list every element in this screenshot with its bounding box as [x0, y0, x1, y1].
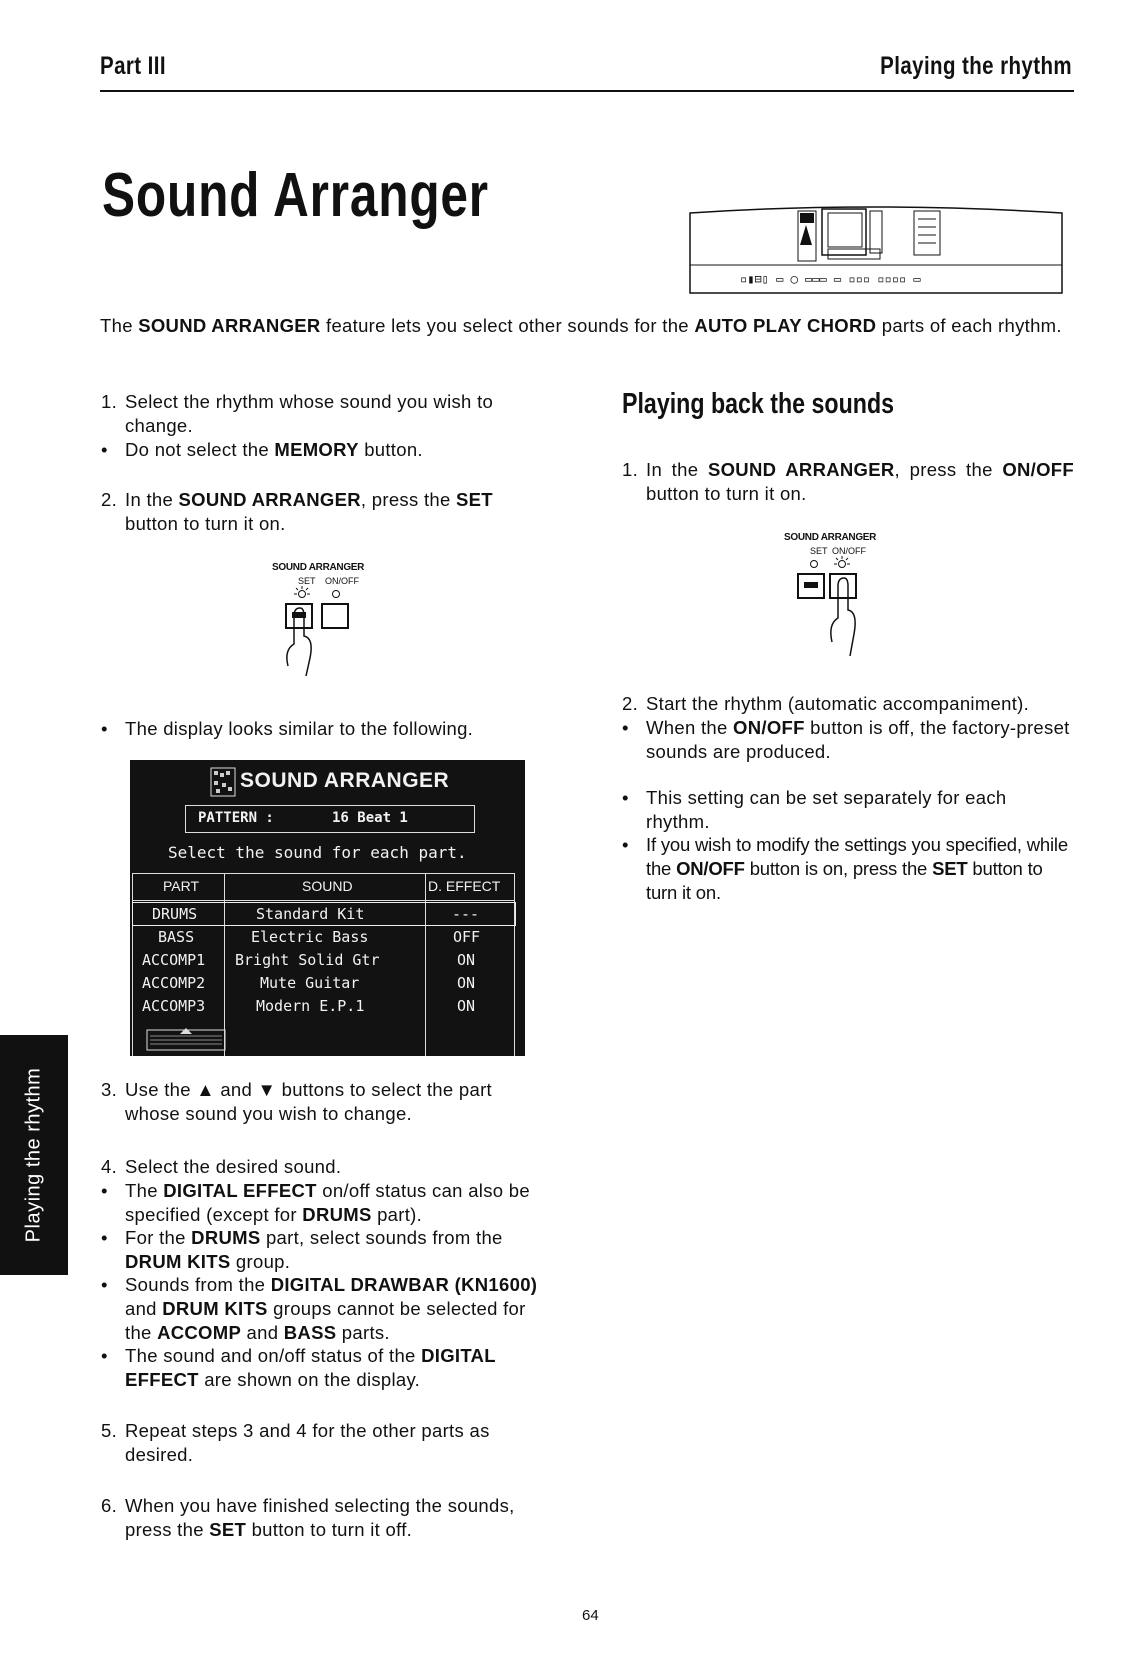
lcd-row-part: ACCOMP3 [142, 997, 206, 1015]
lcd-row-sound: Modern E.P.1 [256, 997, 365, 1015]
page-number: 64 [582, 1607, 599, 1624]
keyboard-panel-illustration [688, 205, 1064, 297]
sound-arranger-display-icon [210, 767, 236, 797]
side-tab [0, 1035, 68, 1275]
lcd-instruction: Select the sound for each part. [168, 843, 467, 862]
panel-onoff-label: ON/OFF [832, 546, 866, 556]
set-button-press-icon [270, 586, 380, 682]
lcd-row-sound: Electric Bass [251, 928, 369, 946]
onoff-button-press-icon [784, 556, 894, 660]
lcd-row-part: DRUMS [152, 905, 198, 923]
lcd-row-effect: ON [457, 974, 476, 992]
lcd-row-effect: ON [457, 997, 476, 1015]
lcd-row-part: BASS [158, 928, 195, 946]
lcd-row-sound: Standard Kit [256, 905, 365, 923]
side-tab-label: Playing the rhythm [22, 1067, 45, 1243]
sound-arranger-panel-onoff [784, 532, 894, 660]
panel-label: SOUND ARRANGER [272, 562, 365, 573]
lcd-scroll-icon [146, 1026, 226, 1052]
sound-arranger-panel-set [270, 562, 380, 682]
panel-label: SOUND ARRANGER [784, 532, 877, 543]
lcd-pattern-value: 16 Beat 1 [332, 810, 408, 826]
lcd-row-part: ACCOMP2 [142, 974, 206, 992]
lcd-row-sound: Mute Guitar [260, 974, 360, 992]
intro-paragraph: The SOUND ARRANGER feature lets you select other sounds for the AUTO PLAY CHORD parts of each rhythm. [100, 315, 1062, 336]
header-section: Playing the rhythm [880, 52, 1072, 80]
lcd-row-effect: --- [452, 905, 480, 923]
lcd-title: SOUND ARRANGER [240, 769, 450, 792]
lcd-col-sound: SOUND [302, 878, 353, 894]
lcd-row-effect: OFF [453, 928, 481, 946]
header-part: Part III [100, 52, 166, 80]
lcd-display [130, 760, 525, 1056]
panel-set-label: SET [810, 546, 828, 556]
lcd-row-sound: Bright Solid Gtr [235, 951, 380, 969]
lcd-col-effect: D. EFFECT [428, 878, 501, 894]
lcd-row-part: ACCOMP1 [142, 951, 206, 969]
lcd-pattern-label: PATTERN : [198, 810, 274, 826]
header-rule [100, 90, 1074, 92]
panel-set-label: SET [298, 576, 316, 586]
svg-text:▫▮⊟▯ ▭ ◯ ▭▭▭ ▭ ▫▫▫ ▫▫▫▫ ▭: ▫▮⊟▯ ▭ ◯ ▭▭▭ ▭ ▫▫▫ ▫▫▫▫ ▭ [740, 272, 921, 286]
lcd-col-part: PART [163, 878, 200, 894]
page-title: Sound Arranger [102, 161, 489, 230]
panel-onoff-label: ON/OFF [325, 576, 359, 586]
lcd-row-effect: ON [457, 951, 476, 969]
section-subtitle: Playing back the sounds [622, 388, 895, 420]
